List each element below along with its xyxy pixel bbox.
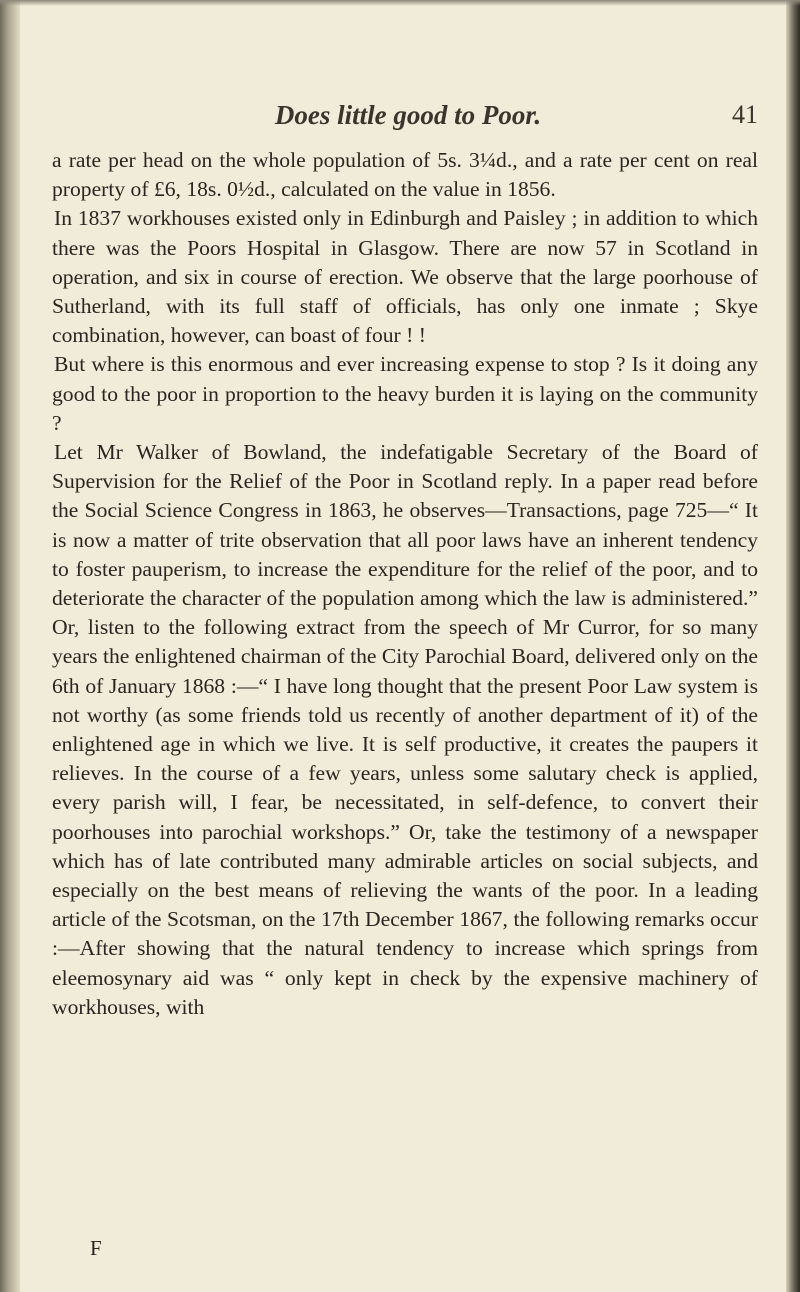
running-title: Does little good to Poor. [274,100,542,130]
page-header [58,100,758,134]
signature-mark: F [90,1236,102,1260]
page-binding-shadow-left [0,0,20,1292]
page-edge-shadow-right [786,0,800,1292]
page-edge-shadow-top [0,0,800,6]
page-body [52,146,758,1022]
paragraph-1: a rate per head on the whole population of 5s. 3¼d., and a rate per cent on real property of £6, 18s. 0½d., calculated on the value in 1856. [52,148,758,202]
page-number: 41 [732,100,758,129]
paragraph-4: Let Mr Walker of Bowland, the indefatigable Secretary of the Board of Supervision for the Relief of the Poor in Scotland reply. In a paper read before the Social Science Congress in 1863, he observes—Transactions, page 725—“ It is now a matter of trite observation that all poor laws have an inherent tendency to foster pauperism, to increase the expenditure for the relief of the poor, and to deteriorate the character of the population among which the law is administered.” Or, listen to the following extract from the speech of Mr Curror, for so many years the enlightened chairman of the City Parochial Board, delivered only on the 6th of January 1868 :—“ I have long thought that the present Poor Law system is not worthy (as some friends told us recently of another department of it) of the enlightened age in which we live. It is self productive, it creates the paupers it relieves. In the course of a few years, unless some salutary check is applied, every parish will, I fear, be necessitated, in self-defence, to convert their poorhouses into parochial workshops.” Or, take the testimony of a newspaper which has of late contributed many admirable articles on social subjects, and especially on the best means of relieving the wants of the poor. In a leading article of the Scotsman, on the 17th December 1867, the following remarks occur :—After showing that the natural tendency to increase which springs from eleemosynary aid was “ only kept in check by the expensive machinery of workhouses, with [52,440,758,1019]
paragraph-2: In 1837 workhouses existed only in Edinburgh and Paisley ; in addition to which there was the Poors Hospital in Glasgow. There are now 57 in Scotland in operation, and six in course of erection. We observe that the large poorhouse of Sutherland, with its full staff of officials, has only one inmate ; Skye combination, however, can boast of four ! ! [52,206,758,348]
paragraph-3: But where is this enormous and ever increasing expense to stop ? Is it doing any good to the poor in proportion to the heavy burden it is laying on the community ? [52,352,758,435]
